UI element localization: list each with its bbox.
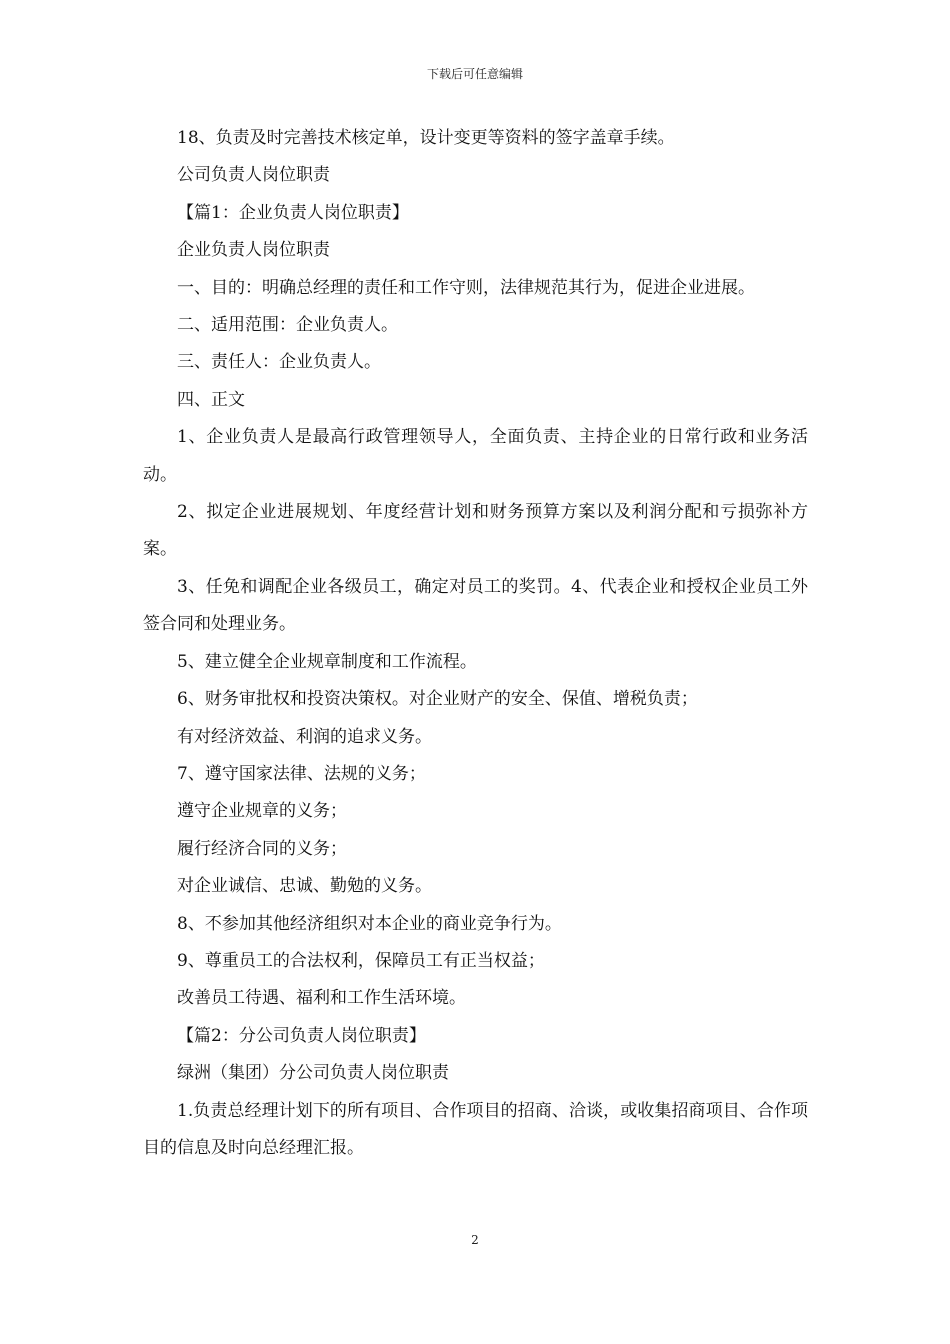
section-heading: 【篇1：企业负责人岗位职责】 <box>177 202 409 223</box>
paragraph: 有对经济效益、利润的追求义务。 <box>177 726 432 747</box>
paragraph: 5、建立健全企业规章制度和工作流程。 <box>177 651 477 672</box>
paragraph: 三、责任人：企业负责人。 <box>177 352 381 373</box>
paragraph: 7、遵守国家法律、法规的义务； <box>177 763 426 784</box>
paragraph: 1.负责总经理计划下的所有项目、合作项目的招商、洽谈，或收集招商项目、合作项目的信息及时向总经理汇报。 <box>143 1100 808 1158</box>
document-body <box>143 120 808 1167</box>
paragraph: 8、不参加其他经济组织对本企业的商业竞争行为。 <box>177 913 562 934</box>
paragraph: 1、企业负责人是最高行政管理领导人，全面负责、主持企业的日常行政和业务活动。 <box>143 427 808 485</box>
paragraph: 二、适用范围：企业负责人。 <box>177 315 398 336</box>
section-heading: 【篇2：分公司负责人岗位职责】 <box>177 1025 426 1046</box>
paragraph: 一、目的：明确总经理的责任和工作守则，法律规范其行为，促进企业进展。 <box>177 277 755 298</box>
paragraph: 公司负责人岗位职责 <box>177 165 330 186</box>
paragraph: 6、财务审批权和投资决策权。对企业财产的安全、保值、增税负责； <box>177 689 698 710</box>
paragraph: 遵守企业规章的义务； <box>177 801 347 822</box>
paragraph: 18、负责及时完善技术核定单，设计变更等资料的签字盖章手续。 <box>177 128 675 148</box>
page-header: 下载后可任意编辑 <box>426 67 523 81</box>
paragraph: 2、拟定企业进展规划、年度经营计划和财务预算方案以及利润分配和亏损弥补方案。 <box>143 502 808 560</box>
paragraph: 9、尊重员工的合法权利，保障员工有正当权益； <box>177 950 545 971</box>
paragraph: 对企业诚信、忠诚、勤勉的义务。 <box>177 876 432 897</box>
paragraph: 四、正文 <box>177 389 245 410</box>
paragraph: 改善员工待遇、福利和工作生活环境。 <box>177 988 466 1009</box>
paragraph: 3、任免和调配企业各级员工，确定对员工的奖罚。4、代表企业和授权企业员工外签合同和处理业务。 <box>143 576 808 635</box>
paragraph: 履行经济合同的义务； <box>177 838 347 859</box>
paragraph: 企业负责人岗位职责 <box>177 240 330 261</box>
page-number: 2 <box>471 1233 479 1247</box>
paragraph: 绿洲（集团）分公司负责人岗位职责 <box>177 1063 449 1084</box>
